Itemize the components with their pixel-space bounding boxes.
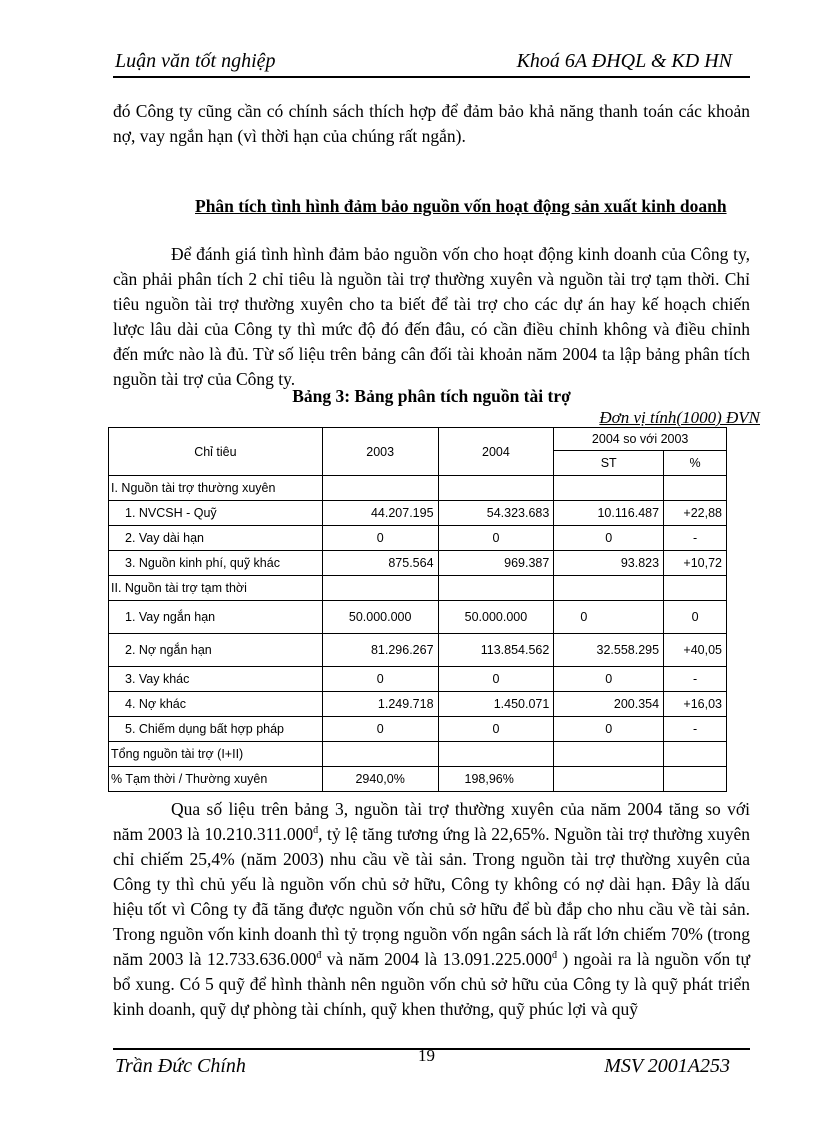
table-row <box>109 576 727 601</box>
cell-2003: 1.249.718 <box>322 692 438 717</box>
cell-2003: 81.296.267 <box>322 634 438 667</box>
cell-pct <box>664 476 727 501</box>
cell-pct: 0 <box>664 601 727 634</box>
footer-student-id: MSV 2001A253 <box>604 1055 730 1077</box>
cell-2004: 0 <box>438 717 554 742</box>
cell-2003 <box>322 742 438 767</box>
cell-2004 <box>438 742 554 767</box>
currency-superscript: đ <box>551 950 557 962</box>
cell-st <box>554 476 664 501</box>
cell-pct: +10,72 <box>664 551 727 576</box>
currency-superscript: đ <box>313 825 319 837</box>
row-label: % Tạm thời / Thường xuyên <box>109 767 323 792</box>
row-label: 3. Vay khác <box>109 667 323 692</box>
paragraph-conclusion-part4: ) ngoài ra là nguồn vốn tự bổ xung. Có 5 quỹ để hình thành nên nguồn vốn chủ sở hữu của Công ty là quỹ phát triển kinh doanh, quỹ dự phòng tài chính, quỹ khen thưởng, quỹ phúc lợi và quỹ <box>113 949 751 1019</box>
cell-2004: 54.323.683 <box>438 501 554 526</box>
cell-pct: - <box>664 717 727 742</box>
table-row <box>109 526 727 551</box>
cell-st: 0 <box>554 601 664 634</box>
cell-2004: 198,96% <box>438 767 554 792</box>
table-unit: Đơn vị tính(1000) ĐVN <box>599 408 760 427</box>
table-row <box>109 717 727 742</box>
header-compare: 2004 so với 2003 <box>554 428 727 451</box>
cell-2003 <box>322 576 438 601</box>
cell-2004 <box>438 476 554 501</box>
footer-author: Trần Đức Chính <box>115 1055 246 1077</box>
header-st: ST <box>554 451 664 476</box>
table-row <box>109 692 727 717</box>
header-thesis-title: Luận văn tốt nghiệp <box>115 50 276 72</box>
row-label: II. Nguồn tài trợ tạm thời <box>109 576 323 601</box>
row-label: 1. NVCSH - Quỹ <box>109 501 323 526</box>
cell-st: 32.558.295 <box>554 634 664 667</box>
section-heading-text: Phân tích tình hình đảm bảo nguồn vốn hoạt động sản xuất kinh doanh <box>195 196 727 216</box>
cell-pct: +16,03 <box>664 692 727 717</box>
cell-2003: 875.564 <box>322 551 438 576</box>
section-heading <box>113 193 750 219</box>
currency-superscript: đ <box>316 950 322 962</box>
paragraph-conclusion-part2: , tỷ lệ tăng tương ứng là 22,65%. Nguồn tài trợ thường xuyên chỉ chiếm 25,4% (năm 2003) nhu cầu về tài sản. Trong nguồn tài trợ thường xuyên của Công ty thì chủ yếu là nguồn vốn chủ sở hữu, Công ty không có nợ dài hạn. Đây là dấu hiệu tốt vì Công ty đã tăng được nguồn vốn chủ sở hữu để bù đắp cho nhu cầu về tài sản. Trong nguồn vốn kinh doanh thì tỷ trọng nguồn vốn ngân sách là rất lớn chiếm 70% (trong năm 2003 là 12.733.636.000 <box>113 824 750 969</box>
page-header <box>113 46 750 78</box>
cell-st: 0 <box>554 667 664 692</box>
cell-st <box>554 576 664 601</box>
cell-2003: 50.000.000 <box>322 601 438 634</box>
table-row <box>109 551 727 576</box>
table-row <box>109 601 727 634</box>
row-label: 4. Nợ khác <box>109 692 323 717</box>
cell-2004: 0 <box>438 667 554 692</box>
cell-2003: 44.207.195 <box>322 501 438 526</box>
cell-2003: 2940,0% <box>322 767 438 792</box>
paragraph-analysis: Để đánh giá tình hình đảm bảo nguồn vốn cho hoạt động kinh doanh của Công ty, cần phải phân tích 2 chỉ tiêu là nguồn tài trợ thường xuyên và nguồn tài trợ tạm thời. Chỉ tiêu nguồn tài trợ thường xuyên cho ta biết để tài trợ cho các dự án hay kế hoạch chiến lược lâu dài của Công ty thì mức độ đó đến đâu, có cần điều chỉnh không và điều chỉnh đến mức nào là đủ. Từ số liệu trên bảng cân đối tài khoản năm 2004 ta lập bảng phân tích nguồn tài trợ của Công ty. <box>113 244 750 389</box>
cell-st: 10.116.487 <box>554 501 664 526</box>
header-pct: % <box>664 451 727 476</box>
cell-pct: +40,05 <box>664 634 727 667</box>
funding-analysis-table <box>108 427 727 792</box>
paragraph-conclusion-part3: và năm 2004 là 13.091.225.000 <box>321 949 552 969</box>
cell-2004: 1.450.071 <box>438 692 554 717</box>
row-label: 2. Nợ ngắn hạn <box>109 634 323 667</box>
page-footer <box>113 1048 750 1080</box>
cell-2004: 969.387 <box>438 551 554 576</box>
header-class-info: Khoá 6A ĐHQL & KD HN <box>516 50 732 72</box>
cell-st: 0 <box>554 717 664 742</box>
row-label: 2. Vay dài hạn <box>109 526 323 551</box>
table-row-total <box>109 742 727 767</box>
cell-2004: 50.000.000 <box>438 601 554 634</box>
cell-pct: - <box>664 526 727 551</box>
cell-st: 93.823 <box>554 551 664 576</box>
cell-2004: 0 <box>438 526 554 551</box>
cell-pct <box>664 742 727 767</box>
page-number: 19 <box>418 1046 435 1065</box>
paragraph-conclusion-part1: Qua số liệu trên bảng 3, nguồn tài trợ thường xuyên của năm 2004 tăng so với năm 2003 là 10.210.311.000 <box>113 799 750 844</box>
row-label: Tổng nguồn tài trợ (I+II) <box>109 742 323 767</box>
cell-2004: 113.854.562 <box>438 634 554 667</box>
table-row <box>109 634 727 667</box>
table-row <box>109 476 727 501</box>
cell-2003 <box>322 476 438 501</box>
cell-pct <box>664 576 727 601</box>
cell-pct: - <box>664 667 727 692</box>
row-label: 5. Chiếm dụng bất hợp pháp <box>109 717 323 742</box>
cell-2003: 0 <box>322 667 438 692</box>
header-indicator: Chỉ tiêu <box>109 428 323 476</box>
table-row <box>109 667 727 692</box>
header-2004: 2004 <box>438 428 554 476</box>
table-title: Bảng 3: Bảng phân tích nguồn tài trợ <box>292 386 571 406</box>
table-row <box>109 501 727 526</box>
cell-2003: 0 <box>322 526 438 551</box>
cell-st <box>554 767 664 792</box>
cell-2003: 0 <box>322 717 438 742</box>
row-label: 1. Vay ngắn hạn <box>109 601 323 634</box>
row-label: 3. Nguồn kinh phí, quỹ khác <box>109 551 323 576</box>
cell-pct <box>664 767 727 792</box>
cell-pct: +22,88 <box>664 501 727 526</box>
paragraph-intro: đó Công ty cũng cần có chính sách thích hợp để đảm bảo khả năng thanh toán các khoản nợ, vay ngắn hạn (vì thời hạn của chúng rất ngắn). <box>113 101 750 146</box>
cell-st <box>554 742 664 767</box>
header-2003: 2003 <box>322 428 438 476</box>
cell-st: 200.354 <box>554 692 664 717</box>
cell-st: 0 <box>554 526 664 551</box>
paragraph-conclusion <box>113 797 750 1022</box>
row-label: I. Nguồn tài trợ thường xuyên <box>109 476 323 501</box>
table-row-ratio <box>109 767 727 792</box>
cell-2004 <box>438 576 554 601</box>
